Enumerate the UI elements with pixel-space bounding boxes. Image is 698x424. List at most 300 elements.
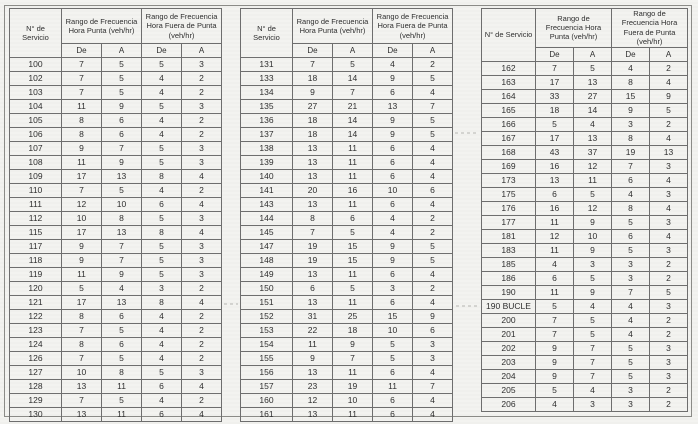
- service-number-cell: 135: [241, 100, 293, 114]
- frequency-value-cell: 25: [333, 310, 373, 324]
- frequency-value-cell: 5: [102, 324, 142, 338]
- service-number-cell: 136: [241, 114, 293, 128]
- frequency-value-cell: 11: [574, 173, 612, 187]
- frequency-value-cell: 12: [574, 159, 612, 173]
- frequency-value-cell: 11: [62, 100, 102, 114]
- frequency-value-cell: 3: [182, 142, 222, 156]
- frequency-value-cell: 7: [413, 100, 453, 114]
- frequency-value-cell: 13: [293, 170, 333, 184]
- table-row: [482, 355, 688, 369]
- table-row: [241, 114, 453, 128]
- peak-hours-header: Rango de Frecuencia Hora Punta (veh/hr): [536, 9, 612, 48]
- frequency-value-cell: 4: [650, 131, 688, 145]
- frequency-value-cell: 3: [182, 212, 222, 226]
- service-number-cell: 200: [482, 313, 536, 327]
- frequency-value-cell: 2: [650, 257, 688, 271]
- service-number-cell: 156: [241, 366, 293, 380]
- frequency-value-cell: 4: [413, 408, 453, 422]
- service-number-cell: 138: [241, 142, 293, 156]
- service-column-header: N° de Servicio: [10, 9, 62, 58]
- frequency-value-cell: 13: [62, 380, 102, 394]
- table-row: [241, 380, 453, 394]
- frequency-value-cell: 5: [612, 215, 650, 229]
- frequency-value-cell: 4: [612, 299, 650, 313]
- frequency-value-cell: 11: [62, 156, 102, 170]
- service-number-cell: 128: [10, 380, 62, 394]
- frequency-value-cell: 7: [102, 142, 142, 156]
- service-number-cell: 205: [482, 383, 536, 397]
- frequency-value-cell: 19: [293, 254, 333, 268]
- frequency-value-cell: 4: [182, 226, 222, 240]
- frequency-value-cell: 5: [333, 282, 373, 296]
- frequency-value-cell: 4: [612, 61, 650, 75]
- service-number-cell: 123: [10, 324, 62, 338]
- frequency-value-cell: 7: [62, 352, 102, 366]
- table-row: [10, 338, 222, 352]
- frequency-value-cell: 18: [333, 324, 373, 338]
- frequency-value-cell: 4: [536, 397, 574, 411]
- frequency-value-cell: 5: [612, 243, 650, 257]
- table-row: [482, 327, 688, 341]
- frequency-value-cell: 6: [536, 187, 574, 201]
- table-row: [482, 117, 688, 131]
- frequency-table-2: [240, 8, 453, 422]
- service-number-cell: 139: [241, 156, 293, 170]
- service-number-cell: 149: [241, 268, 293, 282]
- frequency-value-cell: 5: [413, 114, 453, 128]
- frequency-value-cell: 4: [650, 229, 688, 243]
- table-row: [241, 254, 453, 268]
- frequency-value-cell: 16: [536, 159, 574, 173]
- table-row: [482, 159, 688, 173]
- frequency-value-cell: 5: [102, 394, 142, 408]
- frequency-value-cell: 5: [373, 338, 413, 352]
- table-row: [482, 341, 688, 355]
- frequency-value-cell: 4: [574, 299, 612, 313]
- table-row: [10, 142, 222, 156]
- frequency-value-cell: 7: [102, 254, 142, 268]
- frequency-value-cell: 4: [574, 117, 612, 131]
- frequency-value-cell: 4: [413, 268, 453, 282]
- frequency-value-cell: 9: [574, 215, 612, 229]
- table-row: [482, 89, 688, 103]
- frequency-value-cell: 8: [293, 212, 333, 226]
- frequency-value-cell: 9: [612, 103, 650, 117]
- frequency-value-cell: 5: [650, 103, 688, 117]
- frequency-value-cell: 11: [333, 156, 373, 170]
- service-number-cell: 204: [482, 369, 536, 383]
- frequency-value-cell: 5: [650, 285, 688, 299]
- table-row: [241, 296, 453, 310]
- frequency-value-cell: 4: [574, 383, 612, 397]
- service-number-cell: 100: [10, 58, 62, 72]
- frequency-value-cell: 3: [182, 254, 222, 268]
- frequency-value-cell: 6: [102, 310, 142, 324]
- table-row: [10, 240, 222, 254]
- frequency-value-cell: 2: [650, 117, 688, 131]
- frequency-value-cell: 2: [650, 383, 688, 397]
- frequency-value-cell: 18: [293, 72, 333, 86]
- frequency-value-cell: 3: [650, 187, 688, 201]
- to-column-header: A: [574, 47, 612, 61]
- frequency-value-cell: 5: [333, 226, 373, 240]
- frequency-value-cell: 2: [650, 61, 688, 75]
- frequency-value-cell: 18: [536, 103, 574, 117]
- from-column-header: De: [612, 47, 650, 61]
- frequency-value-cell: 9: [62, 142, 102, 156]
- frequency-value-cell: 4: [373, 58, 413, 72]
- frequency-value-cell: 9: [293, 86, 333, 100]
- table-row: [482, 145, 688, 159]
- frequency-value-cell: 7: [62, 72, 102, 86]
- service-number-cell: 203: [482, 355, 536, 369]
- service-number-cell: 104: [10, 100, 62, 114]
- frequency-value-cell: 10: [373, 324, 413, 338]
- service-number-cell: 190: [482, 285, 536, 299]
- service-number-cell: 108: [10, 156, 62, 170]
- table-row: [241, 184, 453, 198]
- frequency-value-cell: 13: [102, 170, 142, 184]
- peak-hours-header: Rango de Frecuencia Hora Punta (veh/hr): [293, 9, 373, 44]
- offpeak-hours-header: Rango de Frecuencia Hora Fuera de Punta (veh/hr): [612, 9, 688, 48]
- frequency-value-cell: 7: [574, 355, 612, 369]
- from-column-header: De: [373, 44, 413, 58]
- service-column-header: N° de Servicio: [482, 9, 536, 62]
- frequency-value-cell: 3: [612, 117, 650, 131]
- frequency-value-cell: 6: [536, 271, 574, 285]
- table-row: [10, 394, 222, 408]
- service-number-cell: 155: [241, 352, 293, 366]
- frequency-value-cell: 3: [182, 366, 222, 380]
- frequency-value-cell: 6: [612, 173, 650, 187]
- service-number-cell: 152: [241, 310, 293, 324]
- frequency-value-cell: 11: [293, 338, 333, 352]
- frequency-value-cell: 17: [536, 75, 574, 89]
- table-row: [241, 338, 453, 352]
- frequency-value-cell: 13: [102, 226, 142, 240]
- frequency-value-cell: 9: [62, 240, 102, 254]
- frequency-value-cell: 13: [293, 408, 333, 422]
- frequency-value-cell: 4: [413, 142, 453, 156]
- frequency-value-cell: 10: [102, 198, 142, 212]
- from-column-header: De: [536, 47, 574, 61]
- frequency-value-cell: 6: [373, 156, 413, 170]
- frequency-value-cell: 4: [650, 173, 688, 187]
- frequency-value-cell: 2: [650, 397, 688, 411]
- frequency-value-cell: 37: [574, 145, 612, 159]
- frequency-value-cell: 18: [293, 128, 333, 142]
- service-number-cell: 160: [241, 394, 293, 408]
- to-column-header: A: [413, 44, 453, 58]
- table-row: [10, 366, 222, 380]
- frequency-value-cell: 4: [182, 170, 222, 184]
- frequency-value-cell: 10: [574, 229, 612, 243]
- frequency-value-cell: 8: [612, 131, 650, 145]
- service-number-cell: 107: [10, 142, 62, 156]
- table-row: [10, 72, 222, 86]
- frequency-value-cell: 6: [373, 142, 413, 156]
- frequency-value-cell: 11: [373, 380, 413, 394]
- frequency-value-cell: 3: [574, 257, 612, 271]
- frequency-value-cell: 43: [536, 145, 574, 159]
- frequency-value-cell: 4: [142, 128, 182, 142]
- frequency-value-cell: 6: [413, 184, 453, 198]
- frequency-value-cell: 3: [413, 338, 453, 352]
- frequency-value-cell: 3: [650, 243, 688, 257]
- frequency-value-cell: 6: [102, 128, 142, 142]
- frequency-value-cell: 7: [536, 327, 574, 341]
- frequency-value-cell: 6: [142, 198, 182, 212]
- frequency-value-cell: 5: [142, 212, 182, 226]
- table-row: [10, 254, 222, 268]
- frequency-value-cell: 8: [62, 338, 102, 352]
- frequency-value-cell: 2: [182, 310, 222, 324]
- frequency-value-cell: 5: [413, 128, 453, 142]
- frequency-value-cell: 2: [182, 114, 222, 128]
- frequency-value-cell: 5: [536, 383, 574, 397]
- frequency-table-3: [481, 8, 688, 412]
- service-number-cell: 173: [482, 173, 536, 187]
- frequency-value-cell: 14: [333, 72, 373, 86]
- frequency-value-cell: 4: [142, 352, 182, 366]
- frequency-value-cell: 11: [536, 215, 574, 229]
- service-number-cell: 201: [482, 327, 536, 341]
- frequency-value-cell: 4: [102, 282, 142, 296]
- service-number-cell: 157: [241, 380, 293, 394]
- frequency-value-cell: 17: [62, 170, 102, 184]
- service-number-cell: 127: [10, 366, 62, 380]
- table-row: [241, 156, 453, 170]
- frequency-value-cell: 2: [182, 324, 222, 338]
- frequency-value-cell: 4: [612, 187, 650, 201]
- frequency-value-cell: 11: [333, 198, 373, 212]
- frequency-value-cell: 8: [62, 114, 102, 128]
- frequency-value-cell: 9: [102, 156, 142, 170]
- frequency-value-cell: 5: [536, 299, 574, 313]
- frequency-value-cell: 3: [142, 282, 182, 296]
- frequency-value-cell: 7: [612, 285, 650, 299]
- frequency-value-cell: 11: [333, 170, 373, 184]
- service-number-cell: 176: [482, 201, 536, 215]
- frequency-value-cell: 5: [62, 282, 102, 296]
- frequency-value-cell: 4: [650, 75, 688, 89]
- frequency-value-cell: 5: [574, 187, 612, 201]
- frequency-value-cell: 3: [182, 58, 222, 72]
- frequency-value-cell: 3: [612, 383, 650, 397]
- service-number-cell: 143: [241, 198, 293, 212]
- frequency-value-cell: 33: [536, 89, 574, 103]
- service-number-cell: 124: [10, 338, 62, 352]
- frequency-value-cell: 5: [373, 352, 413, 366]
- service-number-cell: 134: [241, 86, 293, 100]
- table-row: [482, 397, 688, 411]
- service-number-cell: 206: [482, 397, 536, 411]
- frequency-value-cell: 7: [536, 61, 574, 75]
- frequency-value-cell: 10: [62, 212, 102, 226]
- service-number-cell: 122: [10, 310, 62, 324]
- service-number-cell: 133: [241, 72, 293, 86]
- frequency-value-cell: 6: [102, 114, 142, 128]
- frequency-value-cell: 3: [373, 282, 413, 296]
- frequency-value-cell: 9: [574, 285, 612, 299]
- table-row: [482, 75, 688, 89]
- frequency-value-cell: 3: [650, 159, 688, 173]
- frequency-value-cell: 6: [102, 338, 142, 352]
- service-number-cell: 145: [241, 226, 293, 240]
- frequency-value-cell: 15: [333, 240, 373, 254]
- frequency-value-cell: 19: [612, 145, 650, 159]
- frequency-value-cell: 3: [650, 341, 688, 355]
- frequency-value-cell: 13: [62, 408, 102, 422]
- table-row: [10, 352, 222, 366]
- table-row: [241, 198, 453, 212]
- frequency-value-cell: 3: [182, 268, 222, 282]
- table-row: [241, 268, 453, 282]
- service-number-cell: 150: [241, 282, 293, 296]
- table-row: [10, 268, 222, 282]
- frequency-value-cell: 7: [293, 226, 333, 240]
- frequency-value-cell: 18: [293, 114, 333, 128]
- frequency-value-cell: 4: [182, 408, 222, 422]
- frequency-value-cell: 10: [373, 184, 413, 198]
- frequency-value-cell: 2: [650, 313, 688, 327]
- table-row: [241, 352, 453, 366]
- service-number-cell: 168: [482, 145, 536, 159]
- frequency-value-cell: 8: [62, 128, 102, 142]
- service-number-cell: 175: [482, 187, 536, 201]
- frequency-value-cell: 9: [333, 338, 373, 352]
- frequency-value-cell: 6: [373, 296, 413, 310]
- frequency-value-cell: 2: [413, 226, 453, 240]
- service-number-cell: 153: [241, 324, 293, 338]
- frequency-value-cell: 11: [333, 142, 373, 156]
- table-row: [10, 114, 222, 128]
- frequency-value-cell: 5: [574, 271, 612, 285]
- frequency-value-cell: 4: [413, 170, 453, 184]
- table-row: [10, 170, 222, 184]
- table-row: [241, 58, 453, 72]
- table-row: [482, 187, 688, 201]
- service-number-cell: 162: [482, 61, 536, 75]
- service-number-cell: 130: [10, 408, 62, 422]
- frequency-value-cell: 2: [182, 72, 222, 86]
- frequency-value-cell: 12: [574, 201, 612, 215]
- frequency-value-cell: 2: [413, 282, 453, 296]
- table-row: [241, 170, 453, 184]
- frequency-value-cell: 9: [574, 243, 612, 257]
- frequency-value-cell: 2: [182, 128, 222, 142]
- table-row: [482, 229, 688, 243]
- frequency-value-cell: 5: [142, 142, 182, 156]
- frequency-value-cell: 4: [413, 394, 453, 408]
- frequency-value-cell: 2: [182, 338, 222, 352]
- frequency-value-cell: 3: [650, 369, 688, 383]
- frequency-value-cell: 2: [182, 86, 222, 100]
- service-number-cell: 164: [482, 89, 536, 103]
- service-number-cell: 102: [10, 72, 62, 86]
- table-body: [10, 58, 222, 422]
- service-number-cell: 103: [10, 86, 62, 100]
- service-number-cell: 144: [241, 212, 293, 226]
- from-column-header: De: [293, 44, 333, 58]
- frequency-value-cell: 6: [373, 198, 413, 212]
- service-number-cell: 118: [10, 254, 62, 268]
- frequency-value-cell: 31: [293, 310, 333, 324]
- service-number-cell: 147: [241, 240, 293, 254]
- frequency-value-cell: 4: [650, 201, 688, 215]
- service-number-cell: 115: [10, 226, 62, 240]
- frequency-value-cell: 17: [62, 226, 102, 240]
- table-row: [241, 310, 453, 324]
- frequency-value-cell: 3: [650, 355, 688, 369]
- frequency-value-cell: 5: [102, 352, 142, 366]
- service-number-cell: 183: [482, 243, 536, 257]
- frequency-value-cell: 6: [333, 212, 373, 226]
- service-number-cell: 110: [10, 184, 62, 198]
- frequency-value-cell: 9: [102, 100, 142, 114]
- frequency-value-cell: 6: [373, 268, 413, 282]
- table-row: [482, 383, 688, 397]
- frequency-value-cell: 6: [373, 394, 413, 408]
- frequency-value-cell: 5: [102, 86, 142, 100]
- frequency-value-cell: 5: [612, 341, 650, 355]
- frequency-value-cell: 9: [373, 240, 413, 254]
- table-row: [241, 86, 453, 100]
- frequency-value-cell: 15: [612, 89, 650, 103]
- frequency-value-cell: 10: [62, 366, 102, 380]
- frequency-value-cell: 8: [142, 226, 182, 240]
- frequency-value-cell: 7: [62, 324, 102, 338]
- table-row: [482, 285, 688, 299]
- table-row: [10, 184, 222, 198]
- table-row: [10, 156, 222, 170]
- table-row: [241, 142, 453, 156]
- frequency-value-cell: 4: [142, 184, 182, 198]
- table-row: [241, 282, 453, 296]
- frequency-value-cell: 11: [333, 296, 373, 310]
- service-number-cell: 117: [10, 240, 62, 254]
- frequency-value-cell: 11: [536, 285, 574, 299]
- table-row: [482, 173, 688, 187]
- table-row: [482, 257, 688, 271]
- service-number-cell: 105: [10, 114, 62, 128]
- to-column-header: A: [182, 44, 222, 58]
- frequency-value-cell: 4: [142, 394, 182, 408]
- table-row: [10, 86, 222, 100]
- table-row: [241, 128, 453, 142]
- frequency-value-cell: 9: [413, 310, 453, 324]
- service-number-cell: 186: [482, 271, 536, 285]
- frequency-value-cell: 8: [102, 366, 142, 380]
- frequency-value-cell: 13: [293, 142, 333, 156]
- frequency-value-cell: 10: [333, 394, 373, 408]
- frequency-value-cell: 11: [333, 366, 373, 380]
- to-column-header: A: [650, 47, 688, 61]
- service-number-cell: 148: [241, 254, 293, 268]
- table-row: [10, 212, 222, 226]
- frequency-value-cell: 2: [182, 352, 222, 366]
- table-row: [241, 212, 453, 226]
- frequency-value-cell: 5: [574, 61, 612, 75]
- table-row: [241, 366, 453, 380]
- frequency-value-cell: 4: [182, 380, 222, 394]
- frequency-value-cell: 3: [182, 240, 222, 254]
- frequency-value-cell: 11: [333, 268, 373, 282]
- peak-hours-header: Rango de Frecuencia Hora Punta (veh/hr): [62, 9, 142, 44]
- frequency-value-cell: 8: [62, 310, 102, 324]
- table-row: [482, 131, 688, 145]
- frequency-value-cell: 13: [293, 296, 333, 310]
